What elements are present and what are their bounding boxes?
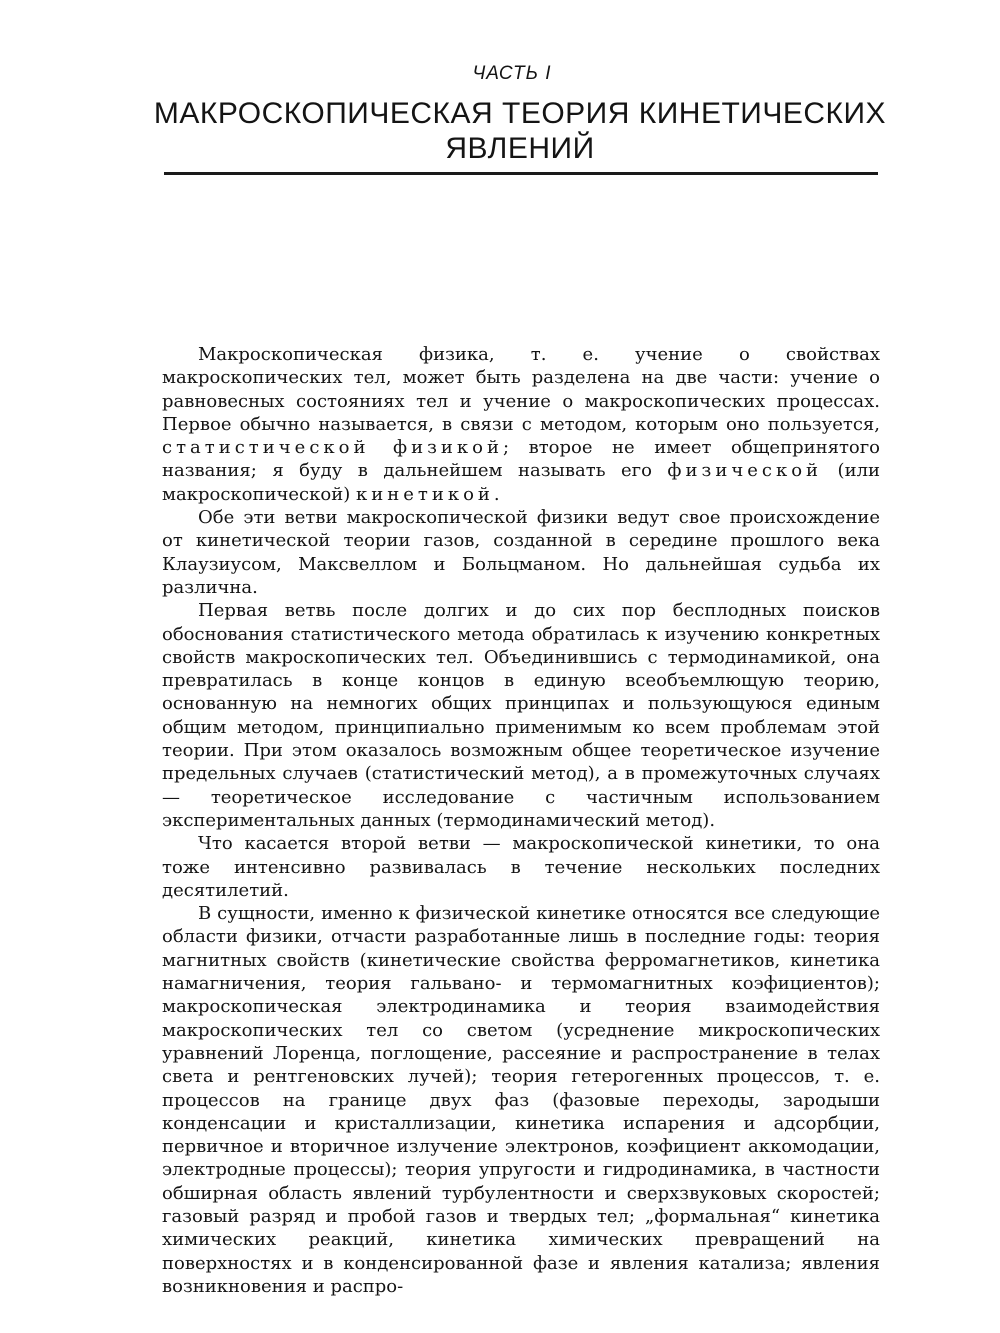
term-kinetics: кинетикой [355,483,494,505]
paragraph-3: Первая ветвь после долгих и до сих пор бесплодных поисков обоснования статистического метода обратилась к изучению конкретных свойств макроскопических тел. Объединившись с термодинамикой, она превратилась в конце концов в единую всеобъемлющую теорию, основанную на немногих общих принципах и пользующуюся единым общим методом, принципиально применимым ко всем проблемам этой теории. При этом оказалось возможным общее теоретическое изучение предельных случаев (статистический метод), а в промежуточных случаях — теоретическое исследование с частичным использованием экспериментальных данных (термодинамический метод). [162,600,880,831]
paragraph-5: В сущности, именно к физической кинетике относятся все следующие области физики, отчасти разработанные лишь в последние годы: теория магнитных свойств (кинетические свойства ферромагнетиков, кинетика намагничения, теория гальвано- и термомагнитных коэфициентов); макроскопическая электродинамика и теория взаимодействия макроскопических тел со светом (усреднение микроскопических уравнений Лоренца, поглощение, рассеяние и распространение в телах света и рентгеновских лучей); теория гетерогенных процессов, т. е. процессов на границе двух фаз (фазовые переходы, зародыши конденсации и кристаллизации, кинетика испарения и адсорбции, первичное и вторичное излучение электронов, коэфициент аккомодации, электродные процессы); теория упругости и гидродинамика, в частности обширная область явлений турбулентности и сверхзвуковых скоростей; газовый разряд и пробой газов и твердых тел; „формальная“ кинетика химических реакций, кинетика химических превращений на поверхностях и в конденсированной фазе и явления катализа; явления возникновения и распро- [162,903,880,1297]
title-line-2: ЯВЛЕНИЙ [445,132,595,165]
paragraph-1 [162,343,880,506]
term-physical: физической [667,460,823,482]
chapter-title [150,96,890,166]
title-rule [164,172,878,175]
part-label: ЧАСТЬ I [472,63,552,84]
body-text [162,343,880,1298]
paragraph-4: Что касается второй ветви — макроскопической кинетики, то она тоже интенсивно развивалась в течение нескольких последних десятилетий. [162,833,880,901]
term-statistical-physics: статистической физикой [162,437,503,459]
paragraph-2: Обе эти ветви макроскопической физики ведут свое происхождение от кинетической теории газов, созданной в середине прошлого века Клаузиусом, Максвеллом и Больцманом. Но дальнейшая судьба их различна. [162,507,880,598]
p1-text-c: ; второе не имеет общепринятого названия; я буду в дальнейшем называть его [162,437,881,482]
title-line-1: МАКРОСКОПИЧЕСКАЯ ТЕОРИЯ КИНЕТИЧЕСКИХ [153,97,887,130]
p1-text-e: (или макроскопической) [162,460,880,505]
p1-text-g: . [493,483,500,505]
p1-text-a: Макроскопическая физика, т. е. учение о свойствах макроскопических тел, может быть разделена на две части: учение о равновесных состояниях тел и учение о макроскопических процессах. Первое обычно называется, в связи с методом, которым оно пользуется, [162,344,880,435]
